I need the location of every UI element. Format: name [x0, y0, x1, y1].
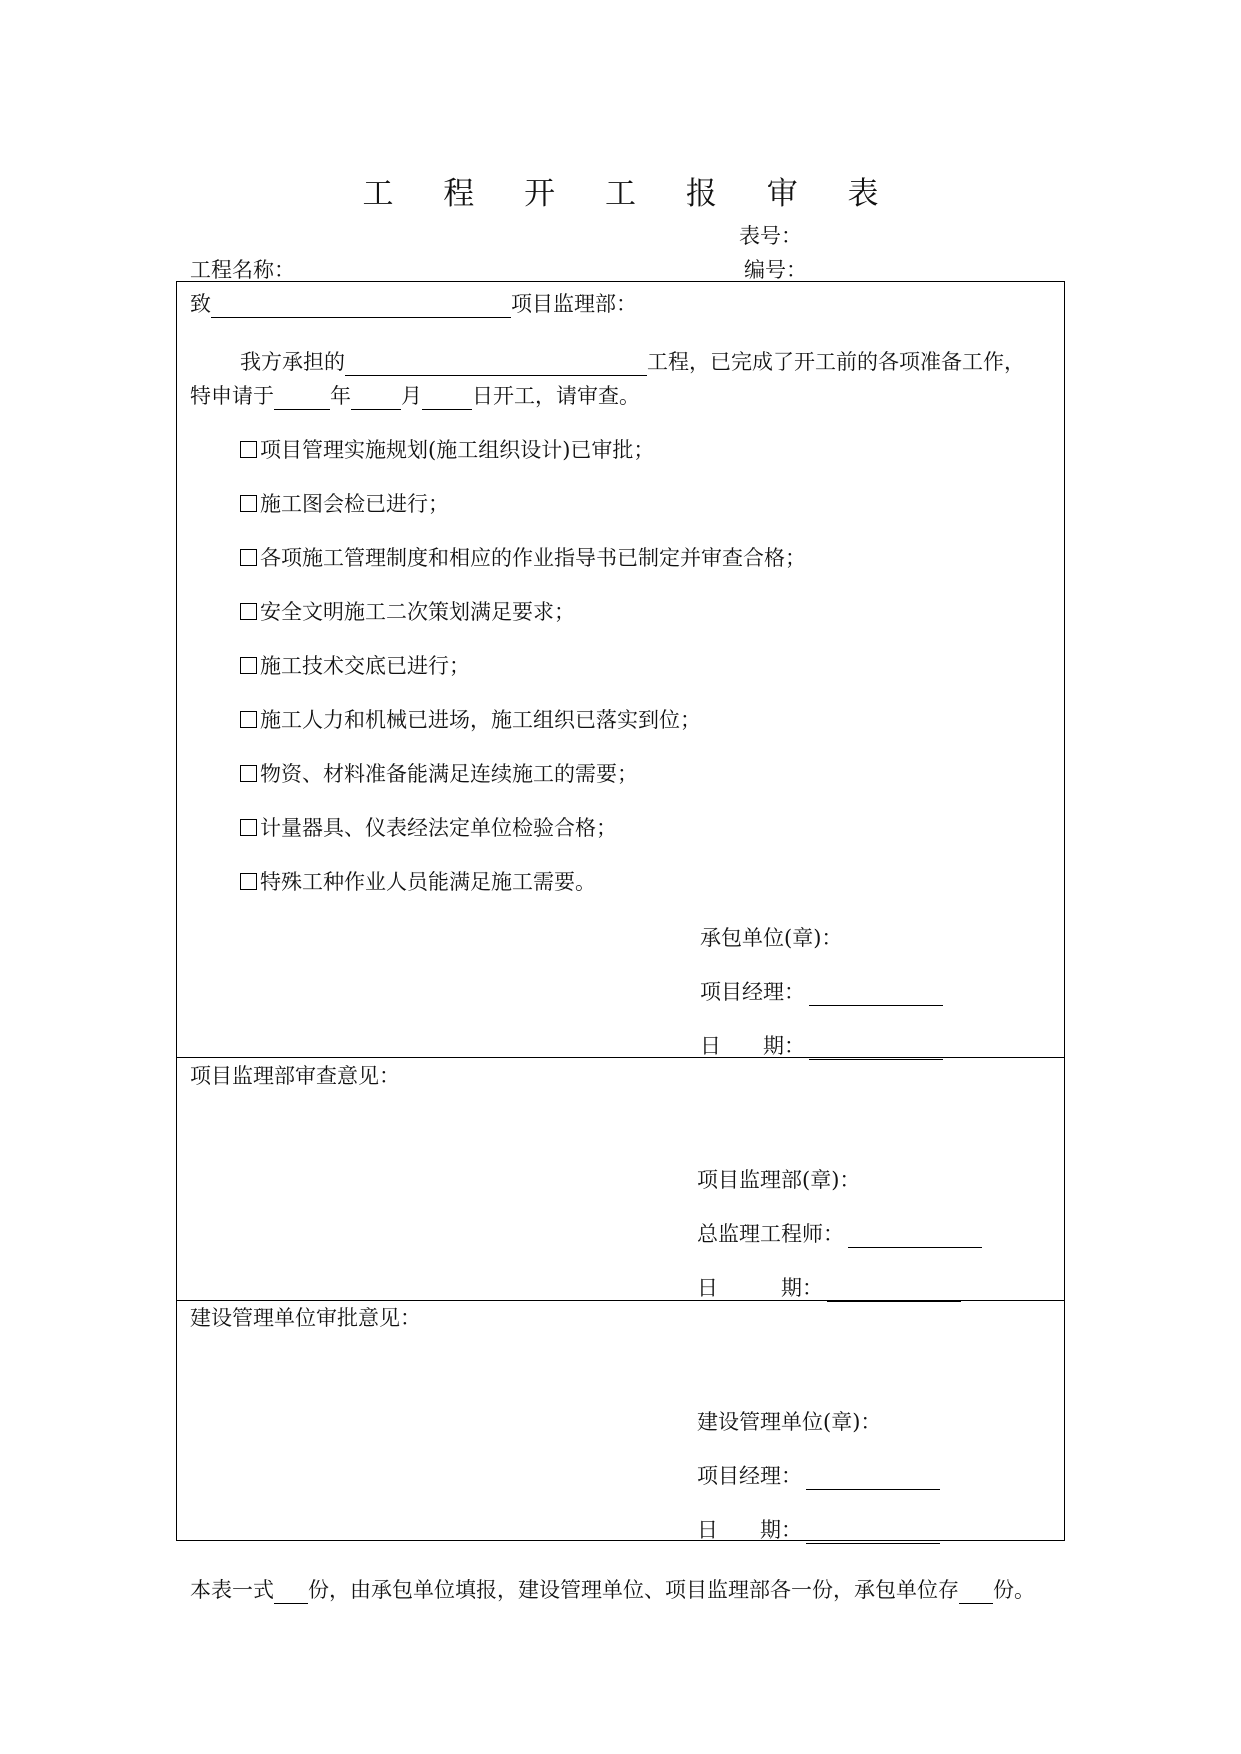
- checklist-item: 安全文明施工二次策划满足要求；: [240, 596, 575, 626]
- addressee-line: [190, 288, 637, 318]
- month-blank[interactable]: [351, 387, 401, 410]
- footer-part2: 份，由承包单位填报，建设管理单位、项目监理部各一份，承包单位存: [308, 1578, 959, 1602]
- checklist-item: 各项施工管理制度和相应的作业指导书已制定并审查合格；: [240, 542, 806, 572]
- checkbox-icon[interactable]: [240, 711, 257, 728]
- addressee-blank[interactable]: [211, 295, 511, 318]
- supervision-date-blank[interactable]: [827, 1279, 961, 1302]
- checkbox-icon[interactable]: [240, 603, 257, 620]
- footer-part3: 份。: [993, 1578, 1035, 1602]
- owner-stamp-label: 建设管理单位(章)：: [697, 1410, 882, 1434]
- checkbox-icon[interactable]: [240, 657, 257, 674]
- day-suffix: 日开工，请审查。: [472, 384, 640, 408]
- checklist-item: 施工图会检已进行；: [240, 488, 449, 518]
- chief-engineer-label: 总监理工程师：: [697, 1222, 844, 1246]
- checklist-item: 项目管理实施规划(施工组织设计)已审批；: [240, 434, 654, 464]
- checklist-item: 施工技术交底已进行；: [240, 650, 470, 680]
- project-blank[interactable]: [345, 353, 647, 376]
- start-date-prefix: 特申请于: [190, 384, 274, 408]
- checklist-item: 计量器具、仪表经法定单位检验合格；: [240, 812, 617, 842]
- supervision-date-line: [697, 1272, 961, 1302]
- form-frame: [176, 281, 1065, 1541]
- owner-approval-heading: 建设管理单位审批意见：: [190, 1306, 421, 1330]
- month-label: 月: [401, 384, 422, 408]
- footer-part1: 本表一式: [190, 1578, 274, 1602]
- addressee-suffix: 项目监理部：: [511, 292, 637, 316]
- form-number-label: 表号：: [739, 224, 802, 248]
- project-name-label: 工程名称：: [190, 258, 295, 282]
- supervision-date-label: 日 期：: [697, 1276, 823, 1300]
- request-paragraph-line1: [240, 346, 1025, 376]
- chief-engineer-line: [697, 1218, 982, 1248]
- request-prefix: 我方承担的: [240, 350, 345, 374]
- chief-engineer-blank[interactable]: [848, 1225, 982, 1248]
- year-blank[interactable]: [274, 387, 330, 410]
- checklist-item: 施工人力和机械已进场，施工组织已落实到位；: [240, 704, 701, 734]
- contractor-pm-blank[interactable]: [809, 983, 943, 1006]
- contractor-copies-blank[interactable]: [959, 1581, 993, 1604]
- contractor-date-label: 日 期：: [700, 1034, 805, 1058]
- form-title: 工 程 开 工 报 审 表: [362, 176, 899, 212]
- owner-date-label: 日 期：: [697, 1518, 802, 1542]
- owner-pm-label: 项目经理：: [697, 1464, 802, 1488]
- request-suffix: 工程，已完成了开工前的各项准备工作，: [647, 350, 1025, 374]
- owner-pm-blank[interactable]: [806, 1467, 940, 1490]
- supervision-stamp-label: 项目监理部(章)：: [697, 1168, 861, 1192]
- contractor-stamp-label: 承包单位(章)：: [700, 926, 843, 950]
- owner-date-line: [697, 1514, 940, 1544]
- checklist-item: 物资、材料准备能满足连续施工的需要；: [240, 758, 638, 788]
- checkbox-icon[interactable]: [240, 873, 257, 890]
- contractor-date-line: [700, 1030, 943, 1060]
- serial-number-label: 编号：: [744, 258, 807, 282]
- checkbox-icon[interactable]: [240, 441, 257, 458]
- contractor-date-blank[interactable]: [809, 1037, 943, 1060]
- owner-date-blank[interactable]: [806, 1521, 940, 1544]
- checkbox-icon[interactable]: [240, 819, 257, 836]
- addressee-prefix: 致: [190, 292, 211, 316]
- year-label: 年: [330, 384, 351, 408]
- day-blank[interactable]: [422, 387, 472, 410]
- checklist-item: 特殊工种作业人员能满足施工需要。: [240, 866, 596, 896]
- owner-pm-line: [697, 1460, 940, 1490]
- copies-blank[interactable]: [274, 1581, 308, 1604]
- footer-note: [190, 1574, 1035, 1604]
- request-paragraph-line2: [190, 380, 640, 410]
- checkbox-icon[interactable]: [240, 495, 257, 512]
- supervision-review-heading: 项目监理部审查意见：: [190, 1064, 400, 1088]
- checkbox-icon[interactable]: [240, 765, 257, 782]
- contractor-pm-label: 项目经理：: [700, 980, 805, 1004]
- contractor-pm-line: [700, 976, 943, 1006]
- checkbox-icon[interactable]: [240, 549, 257, 566]
